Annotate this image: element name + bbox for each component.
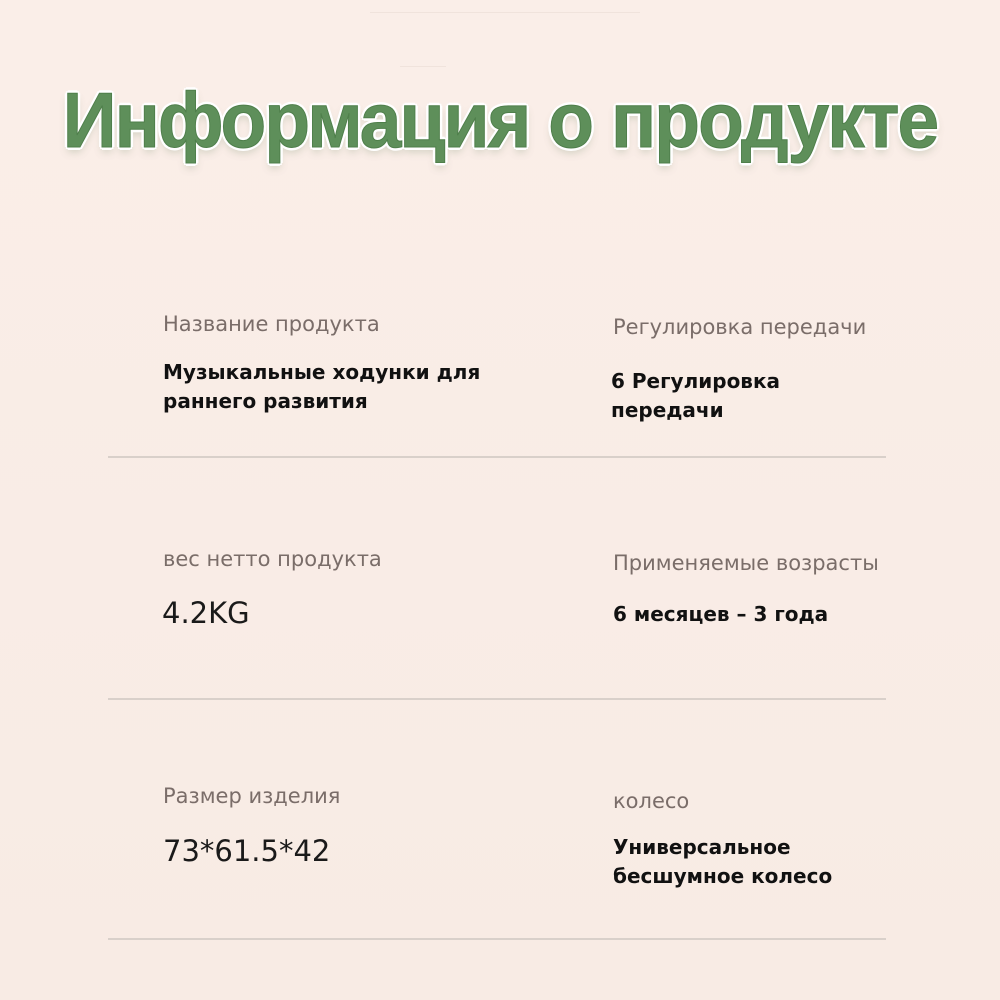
decorative-line [370,12,640,13]
product-name-value: Музыкальные ходунки для раннего развития [163,360,481,413]
net-weight-label: вес нетто продукта [163,547,382,571]
wheel-value: Универсальное бесшумное колесо [613,835,833,888]
row-divider [108,698,886,700]
product-size-label: Размер изделия [163,784,341,808]
product-size-value: 73*61.5*42 [163,834,331,868]
product-name-label: Название продукта [163,312,380,336]
net-weight-value: 4.2KG [162,596,250,630]
decorative-line [400,66,446,67]
gear-adjustment-label: Регулировка передачи [613,315,867,339]
gear-adjustment-value: 6 Регулировка передачи [611,369,781,422]
age-range-value: 6 месяцев – 3 года [613,602,829,626]
wheel-label: колесо [613,789,690,813]
age-range-label: Применяемые возрасты [613,551,879,575]
row-divider [108,456,886,458]
page-title: Информация о продукте [62,76,938,164]
row-divider [108,938,886,940]
